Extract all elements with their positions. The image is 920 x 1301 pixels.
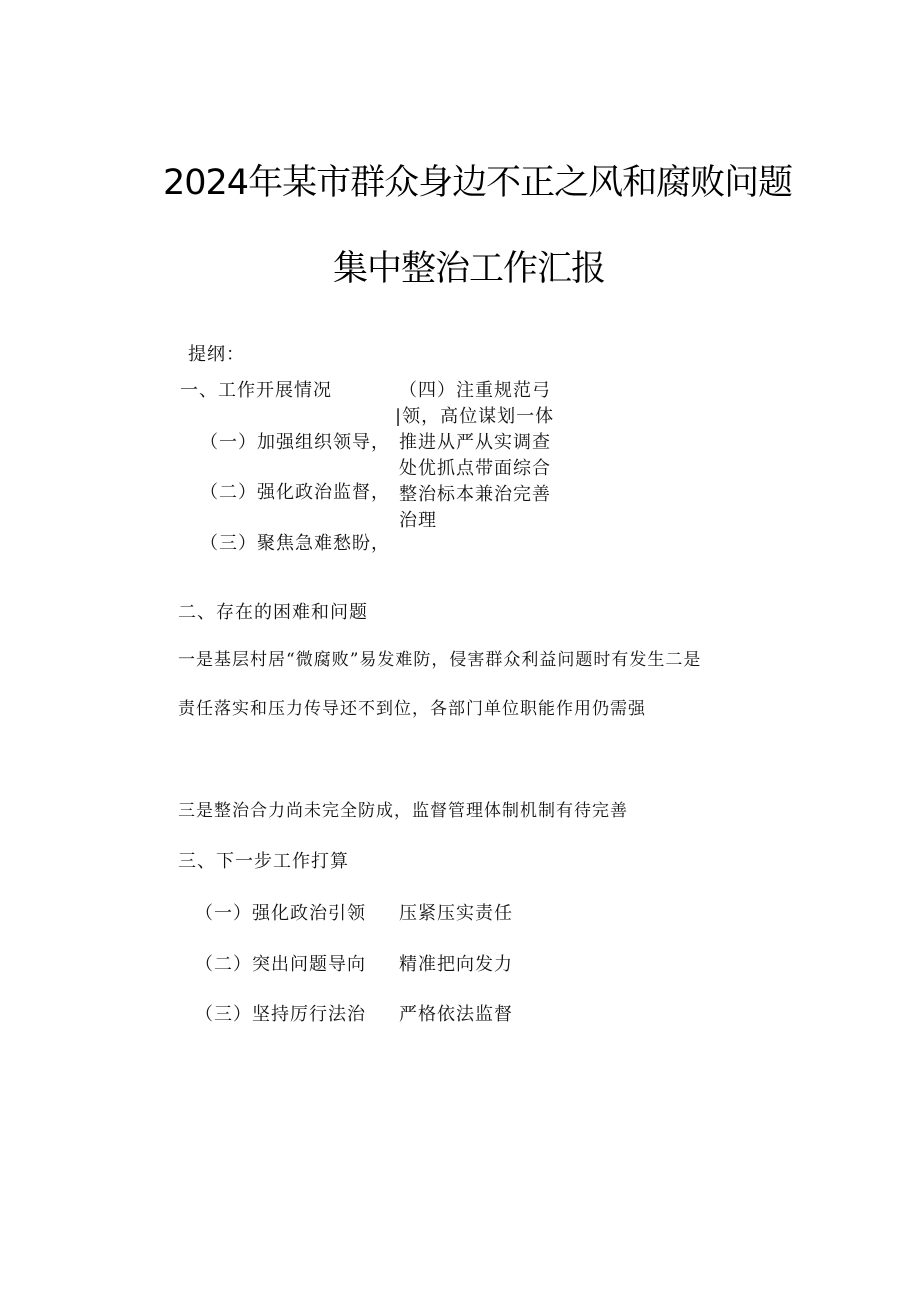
section2-heading: 二、存在的困难和问题	[178, 602, 368, 623]
section1-item-3: （三）聚焦急难愁盼，	[200, 533, 390, 554]
section3-item-2-right: 精准把向发力	[399, 954, 513, 975]
document-title-line-1: 2024年某市群众身边不正之风和腐败问题	[163, 163, 793, 203]
section3-item-3-right: 严格依法监督	[399, 1004, 513, 1025]
section2-line-1: 一是基层村居“微腐败”易发难防，侵害群众利益问题时有发生二是	[178, 650, 702, 670]
section1-item-4-line-6: 治理	[399, 510, 437, 531]
section1-item-1: （一）加强组织领导，	[200, 432, 390, 453]
section1-item-4-line-2: |领，高位谋划一体	[395, 406, 555, 427]
section2-line-3: 三是整治合力尚未完全防成，监督管理体制机制有待完善	[178, 801, 628, 821]
section1-item-4-line-4: 处优抓点带面综合	[399, 458, 551, 479]
document-title-line-2: 集中整治工作汇报	[333, 249, 606, 289]
section1-heading: 一、工作开展情况	[180, 380, 332, 401]
section1-item-4-line-1: （四）注重规范弓	[399, 380, 551, 401]
section3-item-2-left: （二）突出问题导向	[195, 954, 366, 975]
section1-item-4-line-3: 推进从严从实调查	[399, 432, 551, 453]
outline-label: 提纲：	[188, 344, 245, 365]
section3-item-3-left: （三）坚持厉行法治	[195, 1004, 366, 1025]
section3-item-1-right: 压紧压实责任	[399, 903, 513, 924]
section3-item-1-left: （一）强化政治引领	[195, 903, 366, 924]
section1-item-4-line-5: 整治标本兼治完善	[399, 484, 551, 505]
section1-item-2: （二）强化政治监督，	[200, 482, 390, 503]
section3-heading: 三、下一步工作打算	[178, 851, 349, 872]
section2-line-2: 责任落实和压力传导还不到位，各部门单位职能作用仍需强	[178, 699, 646, 719]
